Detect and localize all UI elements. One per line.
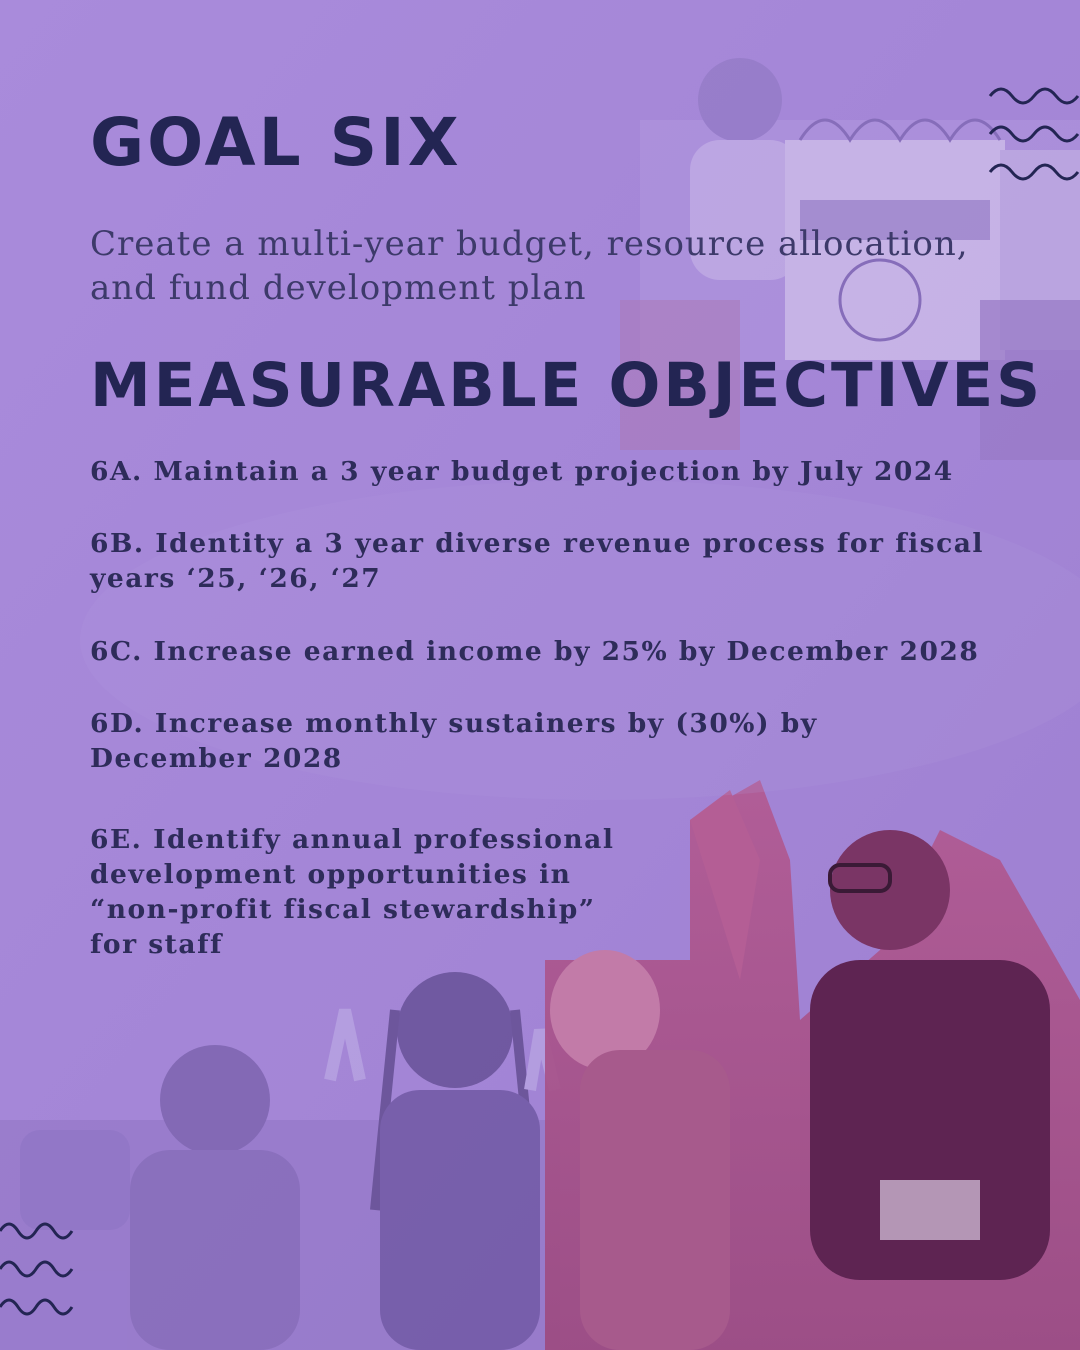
objective-6b: 6B. Identity a 3 year diverse revenue process for fiscal years ‘25, ‘26, ‘27 — [90, 528, 984, 594]
goal-subtitle: Create a multi-year budget, resource allocation, and fund development plan — [90, 224, 969, 308]
objective-6e: 6E. Identify annual professional development opportunities in “non-profit fiscal stewardship” for staff — [90, 824, 615, 960]
wave-squiggle-icon — [0, 1215, 76, 1325]
wave-squiggle-icon — [988, 82, 1080, 188]
objective-6a: 6A. Maintain a 3 year budget projection by July 2024 — [90, 456, 954, 487]
objective-6c: 6C. Increase earned income by 25% by December 2028 — [90, 636, 980, 667]
goal-title: GOAL SIX — [90, 104, 462, 181]
objectives-title: MEASURABLE OBJECTIVES — [90, 350, 1044, 421]
objective-6d: 6D. Increase monthly sustainers by (30%) by December 2028 — [90, 708, 818, 774]
